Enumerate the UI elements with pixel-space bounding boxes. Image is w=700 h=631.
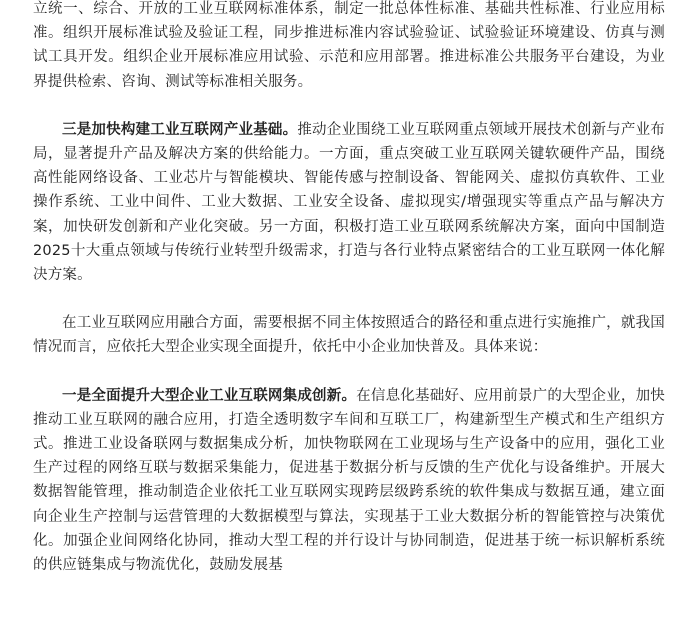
paragraph-gap (33, 360, 665, 384)
paragraph-industry-base (33, 118, 665, 287)
paragraph-text: 立统一、综合、开放的工业互联网标准体系，制定一批总体性标准、基础共性标准、行业应用标准。组织开展标准试验及验证工程，同步推进标准内容试验验证、试验验证环境建设、仿真与测试工具开发。组织企业开展标准应用试验、示范和应用部署。推进标准公共服务平台建设，为业界提供检索、咨询、测试等标准相关服务。 (33, 1, 665, 90)
paragraph-standards (33, 0, 665, 94)
paragraph-lead: 一是全面提升大型企业工业互联网集成创新。 (62, 387, 357, 404)
paragraph-large-enterprise (33, 384, 665, 578)
paragraph-gap (33, 287, 665, 311)
paragraph-text: 推动企业围绕工业互联网重点领域开展技术创新与产业布局，显著提升产品及解决方案的供给能力。一方面，重点突破工业互联网关键软硬件产品，围绕高性能网络设备、工业芯片与智能模块、智能传感与控制设备、智能网关、虚拟仿真软件、工业操作系统、工业中间件、工业大数据、工业安全设备、虚拟现实/增强现实等重点产品与解决方案，加快研发创新和产业化突破。另一方面，积极打造工业互联网系统解决方案，面向中国制造2025十大重点领域与传统行业转型升级需求，打造与各行业特点紧密结合的工业互联网一体化解决方案。 (33, 121, 666, 284)
paragraph-gap (33, 94, 665, 118)
paragraph-text: 在工业互联网应用融合方面，需要根据不同主体按照适合的路径和重点进行实施推广，就我国情况而言，应依托大型企业实现全面提升，依托中小企业加快普及。具体来说： (33, 315, 665, 356)
paragraph-lead: 三是加快构建工业互联网产业基础。 (62, 121, 298, 138)
paragraph-application (33, 311, 665, 359)
article-body (33, 0, 665, 577)
paragraph-text: 在信息化基础好、应用前景广的大型企业，加快推动工业互联网的融合应用，打造全透明数字车间和互联工厂，构建新型生产模式和生产组织方式。推进工业设备联网与数据集成分析，加快物联网在工业现场与生产设备中的应用，强化工业生产过程的网络互联与数据采集能力，促进基于数据分析与反馈的生产优化与设备维护。开展大数据智能管理，推动制造企业依托工业互联网实现跨层级跨系统的软件集成与数据互通，建立面向企业生产控制与运营管理的大数据模型与算法，实现基于工业大数据分析的智能管控与决策优化。加强企业间网络化协同，推动大型工程的并行设计与协同制造，促进基于统一标识解析系统的供应链集成与物流优化，鼓励发展基 (33, 387, 666, 574)
